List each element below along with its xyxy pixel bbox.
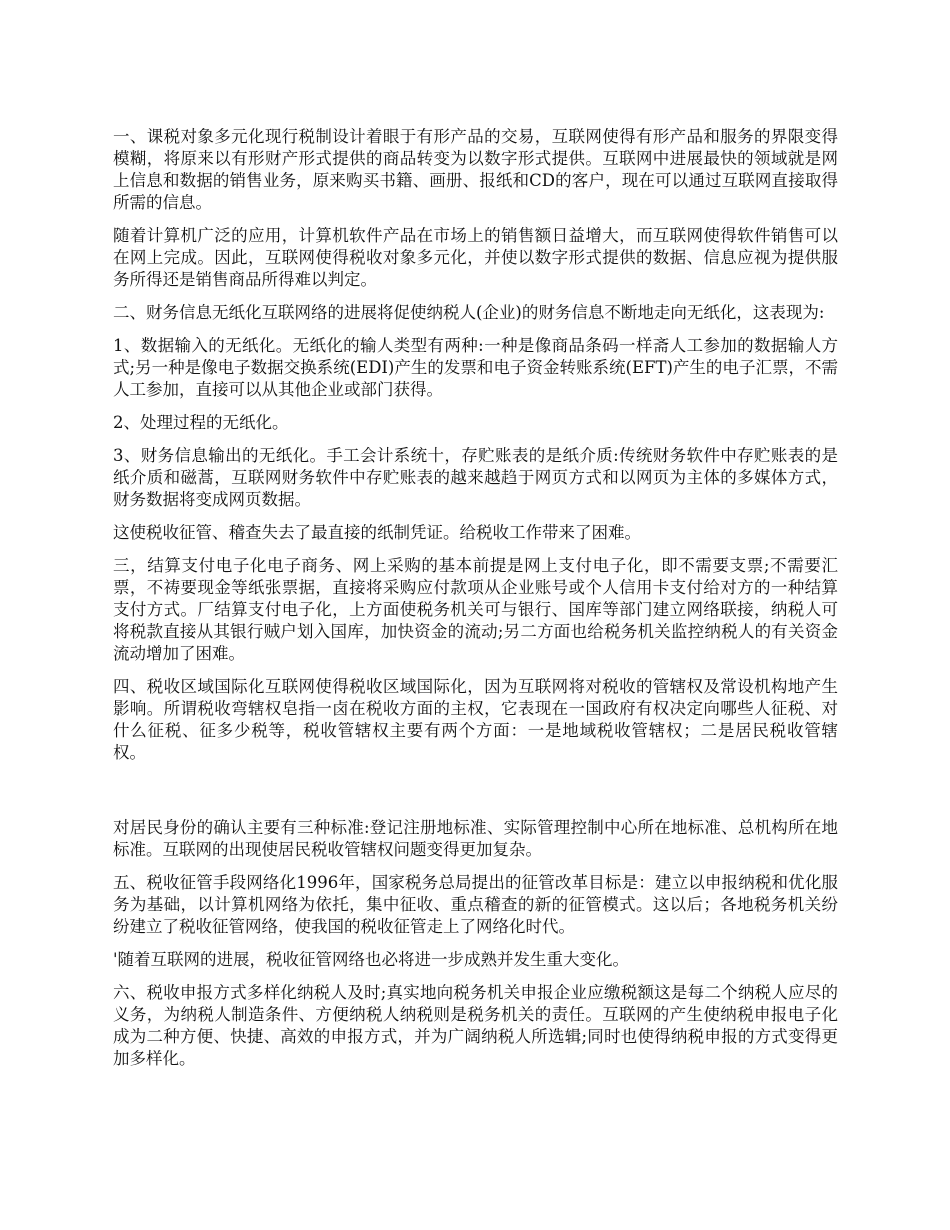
paragraph-collection-networking: 五、税收征管手段网络化1996年，国家税务总局提出的征管改革目标是：建立以申报纳税和优化服务为基础，以计算机网络为依托，集中征收、重点稽查的新的征管模式。这以后；各地税务机关纷纷建立了税收征管网络，使我国的税收征管走上了网络化时代。 [113,873,838,936]
paragraph-tax-jurisdiction: 四、税收区域国际化互联网使得税收区域国际化，因为互联网将对税收的管辖权及常设机构地产生影响。所谓税收弯辖权皂指一卤在税收方面的主权，它表现在一国政府有权决定向哪些人征税、对什么征税、征多少税等，税收管辖权主要有两个方面：一是地域税收管辖权；二是居民税收管辖权。 [113,677,838,762]
paragraph-network-maturity: '随着互联网的进展，税收征管网络也必将进一步成熟并发生重大变化。 [113,950,630,969]
section-gap [113,775,838,817]
paragraph-paperless-input: 1、数据输入的无纸化。无纸化的输人类型有两种:一种是像商品条码一样斋人工参加的数据输人方式;另一种是像电子数据交换系统(EDI)产生的发票和电子资金转账系统(EFT)产生的电子汇票，不需人工参加，直接可以从其他企业或部门获得。 [113,336,838,399]
paragraph-electronic-payment: 三，结算支付电子化电子商务、网上采购的基本前提是网上支付电子化，即不需要支票;不需要汇票，不祷要现金等纸张票据，直接将采购应付款项从企业账号或个人信用卡支付给对方的一种结算支付方式。厂结算支付电子化，上方面使税务机关可与银行、国库等部门建立网络联接，纳税人可将税款直接从其银行贼户划入国库，加快资金的流动;另二方面也给税务机关监控纳税人的有关资金流动增加了困难。 [113,556,838,663]
paragraph-audit-difficulty: 这使税收征管、稽查失去了最直接的纸制凭证。给税收工作带来了困难。 [113,523,641,542]
paragraph-filing-diversification: 六、税收申报方式多样化纳税人及时;真实地向税务机关申报企业应缴税额这是每二个纳税人应尽的义务，为纳税人制造条件、方便纳税人纳税则是税务机关的责任。互联网的产生使纳税申报电子化成为二种方便、快捷、高效的申报方式，并为广阔纳税人所选辑;同时也使得纳税申报的方式变得更加多样化。 [113,983,838,1068]
paragraph-paperless-finance: 二、财务信息无纸化互联网络的进展将促使纳税人(企业)的财务信息不断地走向无纸化，这表现为: [113,303,825,322]
paragraph-residency-standards: 对居民身份的确认主要有三种标准:登记注册地标准、实际管理控制中心所在地标准、总机构所在地标准。互联网的出现使居民税收管辖权问题变得更加复杂。 [113,818,838,859]
paragraph-software-sales: 随着计算机广泛的应用，计算机软件产品在市场上的销售额日益增大，而互联网使得软件销售可以在网上完成。因此，互联网使得税收对象多元化，并使以数字形式提供的数据、信息应视为提供服务所得还是销售商品所得难以判定。 [113,226,838,289]
paragraph-paperless-output: 3、财务信息输出的无纸化。手工会计系统十，存贮账表的是纸介质:传统财务软件中存贮账表的是纸介质和磁蒿，互联网财务软件中存贮账表的越来越趋于网页方式和以网页为主体的多媒体方式，财务数据将变成网页数据。 [113,446,838,509]
paragraph-paperless-processing: 2、处理过程的无纸化。 [113,413,289,432]
document-page [113,126,838,1081]
paragraph-taxation-objects: 一、课税对象多元化现行税制设计着眼于有形产品的交易，互联网使得有形产品和服务的界限变得模糊，将原来以有形财产形式提供的商品转变为以数字形式提供。互联网中进展最快的领域就是网上信息和数据的销售业务，原来购买书籍、画册、报纸和CD的客户，现在可以通过互联网直接取得所需的信息。 [113,127,838,212]
